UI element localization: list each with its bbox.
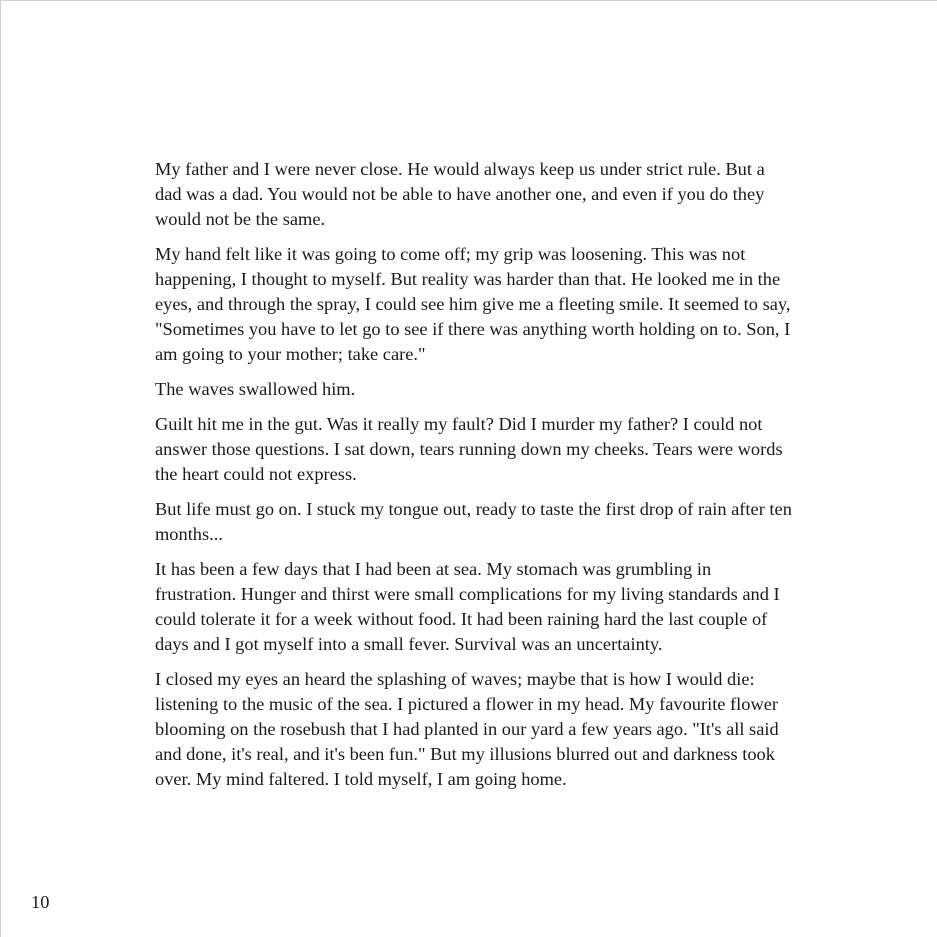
paragraph: Guilt hit me in the gut. Was it really my fault? Did I murder my father? I could not answer those questions. I sat down, tears running down my cheeks. Tears were words the heart could not express.: [155, 414, 783, 484]
paragraph: I closed my eyes an heard the splashing of waves; maybe that is how I would die: listening to the music of the sea. I pictured a flower in my head. My favourite flower blooming on the rosebush that I had planted in our yard a few years ago. "It's all said and done, it's real, and it's been fun." But my illusions blurred out and darkness took over. My mind faltered. I told myself, I am going home.: [155, 669, 779, 789]
paragraph: But life must go on. I stuck my tongue out, ready to taste the first drop of rain after ten months...: [155, 499, 792, 544]
body-text: [155, 157, 795, 802]
paragraph: The waves swallowed him.: [155, 379, 356, 399]
paragraph: It has been a few days that I had been at sea. My stomach was grumbling in frustration. Hunger and thirst were small complications for my living standards and I could tolerate it for a week without food. It had been raining hard the last couple of days and I got myself into a small fever. Survival was an uncertainty.: [155, 559, 780, 654]
paragraph: My hand felt like it was going to come off; my grip was loosening. This was not happening, I thought to myself. But reality was harder than that. He looked me in the eyes, and through the spray, I could see him give me a fleeting smile. It seemed to say, "Sometimes you have to let go to see if there was anything worth holding on to. Son, I am going to your mother; take care.": [155, 244, 791, 364]
paragraph: My father and I were never close. He would always keep us under strict rule. But a dad was a dad. You would not be able to have another one, and even if you do they would not be the same.: [155, 159, 765, 229]
page-number: 10: [31, 892, 50, 912]
